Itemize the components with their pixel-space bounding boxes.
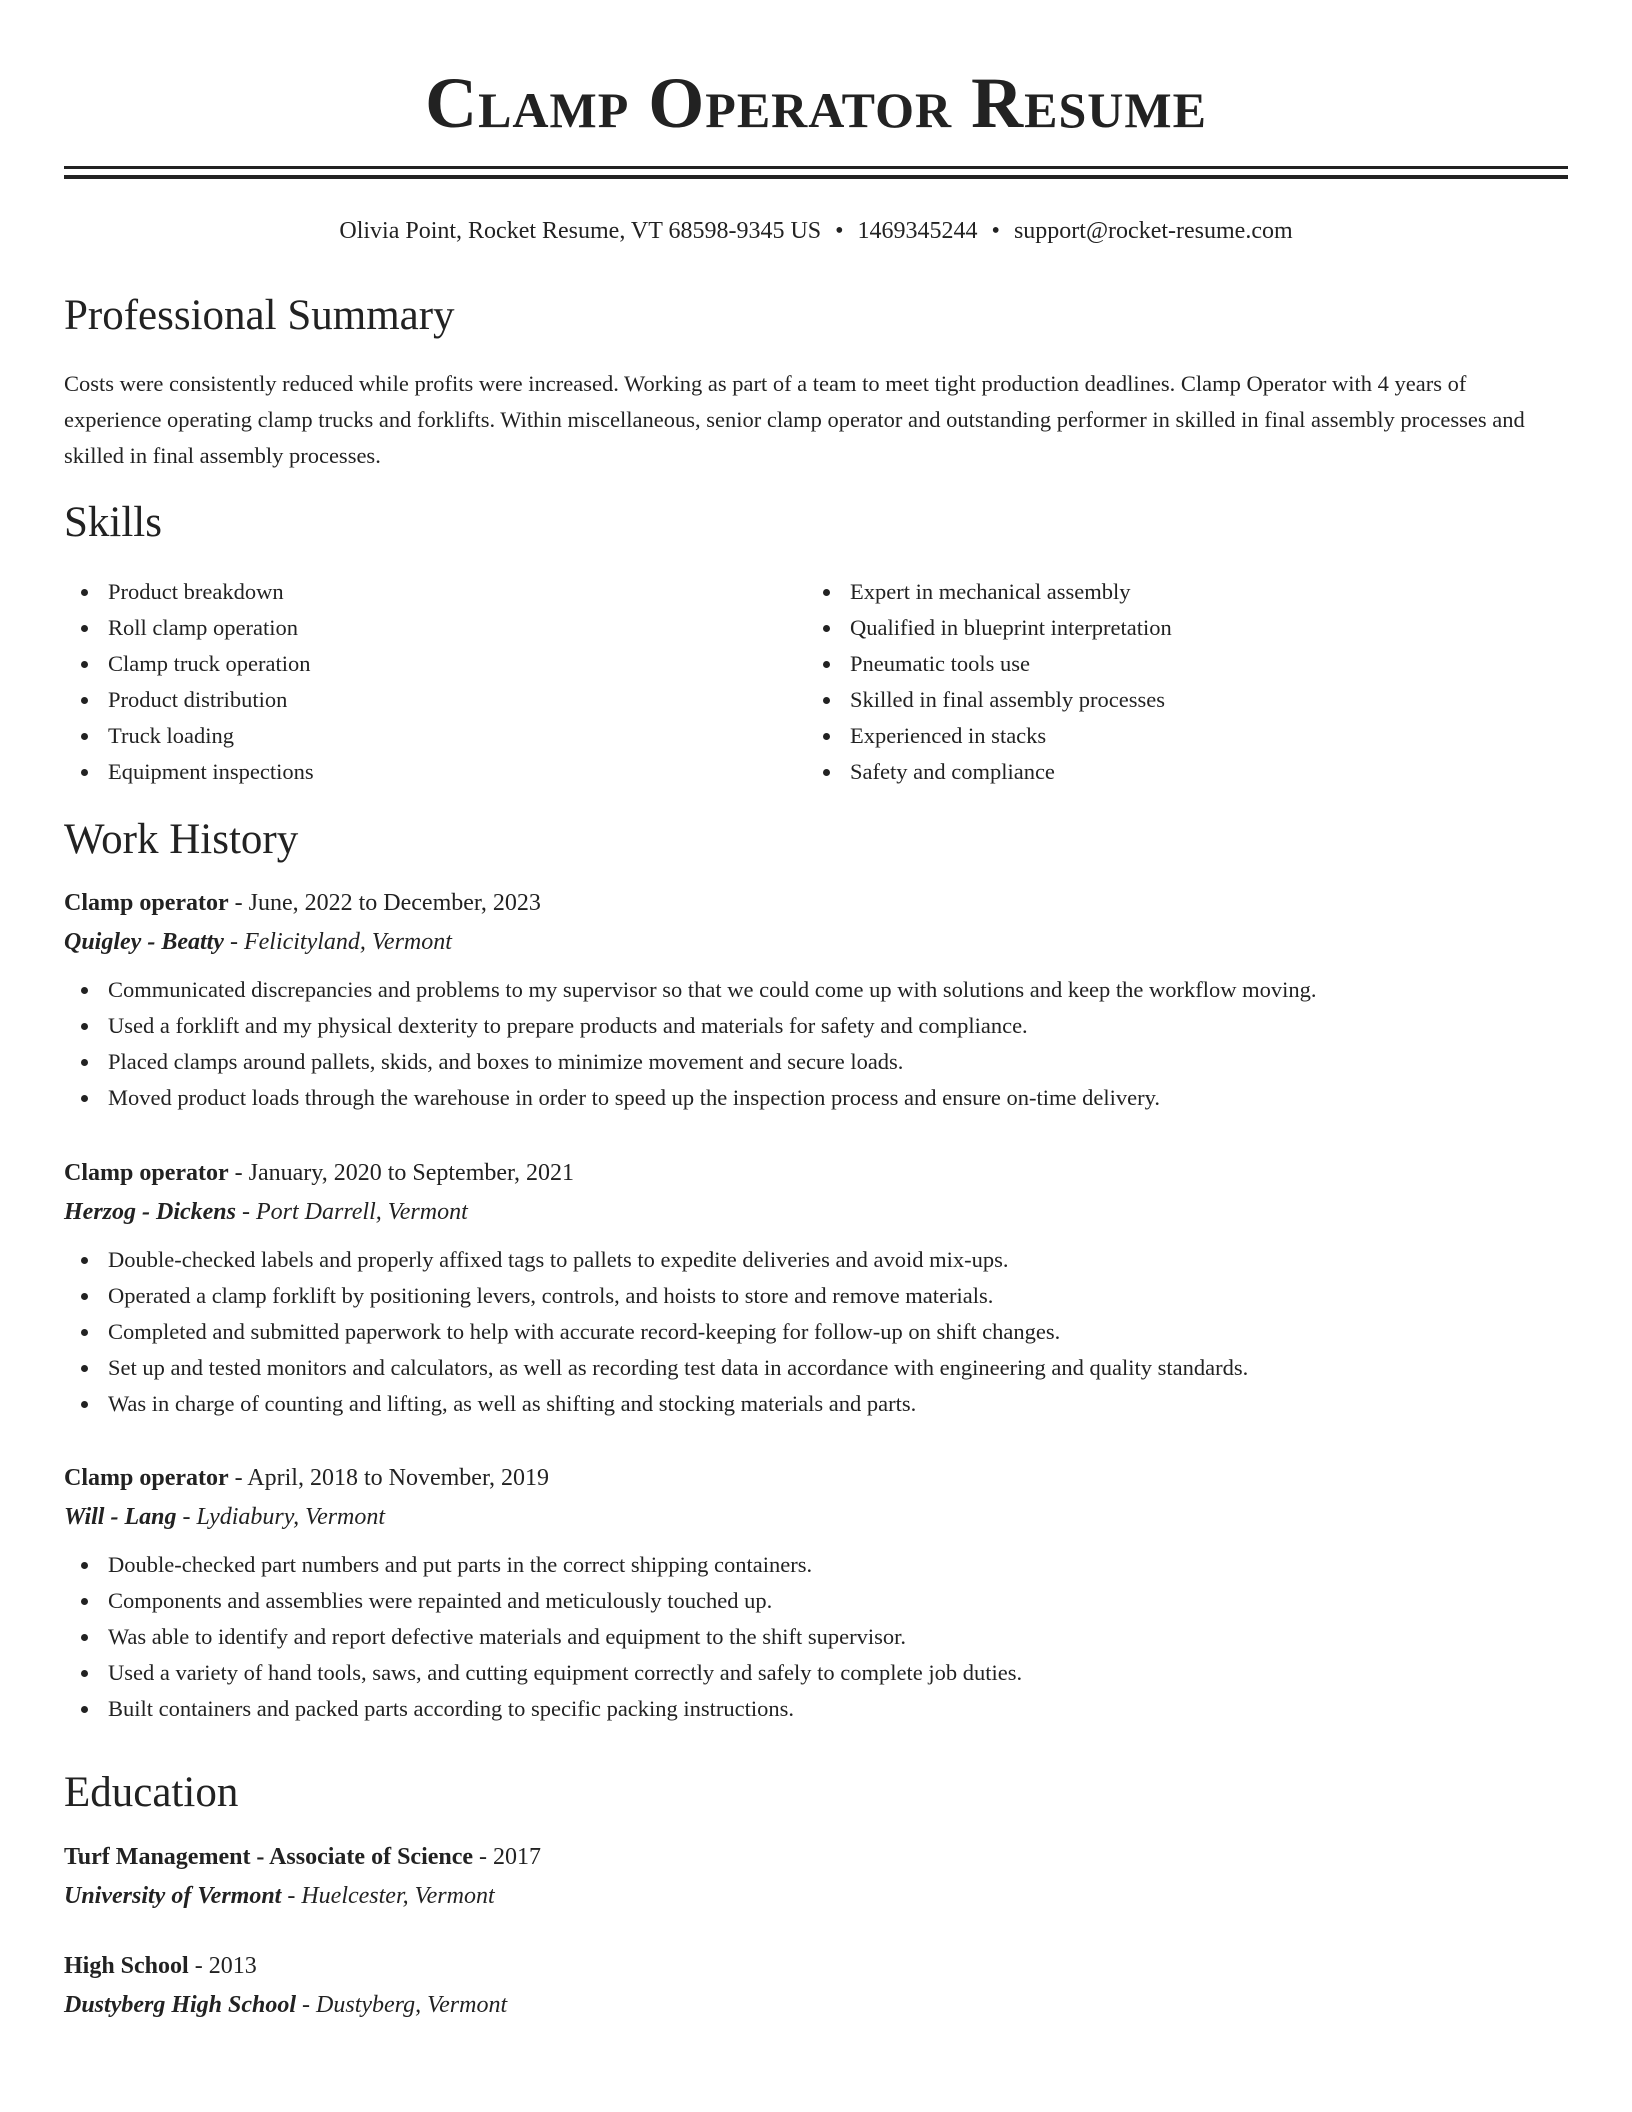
job-entry bbox=[64, 1459, 1568, 1727]
skill-item: Clamp truck operation bbox=[64, 646, 764, 682]
job-bullets bbox=[64, 1547, 1568, 1727]
title-divider-thin bbox=[64, 175, 1568, 179]
contact-email: support@rocket-resume.com bbox=[1013, 218, 1293, 244]
job-title-line bbox=[64, 1459, 1568, 1497]
job-bullet: Operated a clamp forklift by positioning levers, controls, and hoists to store and remove materials. bbox=[64, 1278, 1568, 1314]
education-degree-line bbox=[64, 1947, 1568, 1985]
job-title-line bbox=[64, 884, 1568, 922]
skill-item: Truck loading bbox=[64, 718, 764, 754]
job-bullet: Completed and submitted paperwork to help with accurate record-keeping for follow-up on shift changes. bbox=[64, 1314, 1568, 1350]
education-degree: Turf Management - Associate of Science bbox=[64, 1844, 474, 1870]
job-bullet: Communicated discrepancies and problems to my supervisor so that we could come up with solutions and keep the workflow moving. bbox=[64, 972, 1568, 1008]
education-school-line bbox=[64, 1876, 1568, 1916]
summary-heading: Professional Summary bbox=[64, 292, 455, 339]
job-dates: - April, 2018 to November, 2019 bbox=[228, 1465, 549, 1491]
contact-line bbox=[64, 213, 1568, 249]
skills-heading: Skills bbox=[64, 499, 162, 546]
education-school: University of Vermont bbox=[64, 1883, 282, 1909]
job-bullet: Moved product loads through the warehouse in order to speed up the inspection process and ensure on-time delivery. bbox=[64, 1080, 1568, 1116]
job-dates: - January, 2020 to September, 2021 bbox=[228, 1160, 575, 1186]
skill-item: Product distribution bbox=[64, 682, 764, 718]
job-bullet: Set up and tested monitors and calculators, as well as recording test data in accordance with engineering and quality standards. bbox=[64, 1350, 1568, 1386]
contact-separator: • bbox=[991, 218, 1000, 244]
education-year: - 2013 bbox=[188, 1953, 257, 1979]
skills-column-left bbox=[64, 574, 764, 790]
job-bullet: Placed clamps around pallets, skids, and boxes to minimize movement and secure loads. bbox=[64, 1044, 1568, 1080]
job-company-line bbox=[64, 922, 1568, 962]
skill-item: Safety and compliance bbox=[806, 754, 1506, 790]
job-bullet: Double-checked part numbers and put parts in the correct shipping containers. bbox=[64, 1547, 1568, 1583]
skill-item: Product breakdown bbox=[64, 574, 764, 610]
contact-separator: • bbox=[835, 218, 844, 244]
education-school-line bbox=[64, 1985, 1568, 2025]
skills-list-right bbox=[806, 574, 1506, 790]
job-location: - Felicityland, Vermont bbox=[223, 929, 452, 955]
job-bullets bbox=[64, 1242, 1568, 1422]
job-title: Clamp operator bbox=[64, 1465, 229, 1491]
job-title-line bbox=[64, 1154, 1568, 1192]
job-entry bbox=[64, 1154, 1568, 1422]
skill-item: Roll clamp operation bbox=[64, 610, 764, 646]
education-year: - 2017 bbox=[473, 1844, 542, 1870]
job-company: Will - Lang bbox=[64, 1504, 177, 1530]
skill-item: Equipment inspections bbox=[64, 754, 764, 790]
education-heading: Education bbox=[64, 1769, 239, 1816]
education-school: Dustyberg High School bbox=[64, 1992, 297, 2018]
job-location: - Port Darrell, Vermont bbox=[235, 1199, 468, 1225]
job-company-line bbox=[64, 1192, 1568, 1232]
skill-item: Qualified in blueprint interpretation bbox=[806, 610, 1506, 646]
skill-item: Pneumatic tools use bbox=[806, 646, 1506, 682]
resume-title: Clamp Operator Resume bbox=[425, 63, 1207, 143]
job-title: Clamp operator bbox=[64, 1160, 229, 1186]
skills-column-right bbox=[806, 574, 1506, 790]
job-bullet: Used a forklift and my physical dexterity to prepare products and materials for safety and compliance. bbox=[64, 1008, 1568, 1044]
education-degree-line bbox=[64, 1838, 1568, 1876]
job-bullet: Components and assemblies were repainted and meticulously touched up. bbox=[64, 1583, 1568, 1619]
contact-address: Olivia Point, Rocket Resume, VT 68598-9345 US bbox=[339, 218, 822, 244]
job-company-line bbox=[64, 1497, 1568, 1537]
job-company: Herzog - Dickens bbox=[64, 1199, 236, 1225]
job-company: Quigley - Beatty bbox=[64, 929, 224, 955]
education-entry bbox=[64, 1947, 1568, 2025]
job-entry bbox=[64, 884, 1568, 1116]
job-bullet: Double-checked labels and properly affixed tags to pallets to expedite deliveries and avoid mix-ups. bbox=[64, 1242, 1568, 1278]
job-bullet: Built containers and packed parts according to specific packing instructions. bbox=[64, 1691, 1568, 1727]
job-bullet: Was in charge of counting and lifting, as well as shifting and stocking materials and parts. bbox=[64, 1386, 1568, 1422]
job-bullet: Was able to identify and report defective materials and equipment to the shift supervisor. bbox=[64, 1619, 1568, 1655]
education-degree: High School bbox=[64, 1953, 189, 1979]
skill-item: Experienced in stacks bbox=[806, 718, 1506, 754]
education-entry bbox=[64, 1838, 1568, 1916]
job-bullet: Used a variety of hand tools, saws, and cutting equipment correctly and safely to complete job duties. bbox=[64, 1655, 1568, 1691]
education-location: - Huelcester, Vermont bbox=[281, 1883, 495, 1909]
skills-list-left bbox=[64, 574, 764, 790]
job-bullets bbox=[64, 972, 1568, 1116]
job-dates: - June, 2022 to December, 2023 bbox=[228, 890, 541, 916]
work-history-heading: Work History bbox=[64, 816, 299, 863]
skill-item: Skilled in final assembly processes bbox=[806, 682, 1506, 718]
summary-text: Costs were consistently reduced while profits were increased. Working as part of a team to meet tight production deadlines. Clamp Operator with 4 years of experience operating clamp trucks and forklifts. Within miscellaneous, senior clamp operator and outstanding performer in skilled in final assembly processes and skilled in final assembly processes. bbox=[64, 371, 1525, 468]
title-divider-thick bbox=[64, 166, 1568, 169]
education-location: - Dustyberg, Vermont bbox=[296, 1992, 508, 2018]
skill-item: Expert in mechanical assembly bbox=[806, 574, 1506, 610]
contact-phone: 1469345244 bbox=[857, 218, 978, 244]
job-location: - Lydiabury, Vermont bbox=[176, 1504, 386, 1530]
job-title: Clamp operator bbox=[64, 890, 229, 916]
